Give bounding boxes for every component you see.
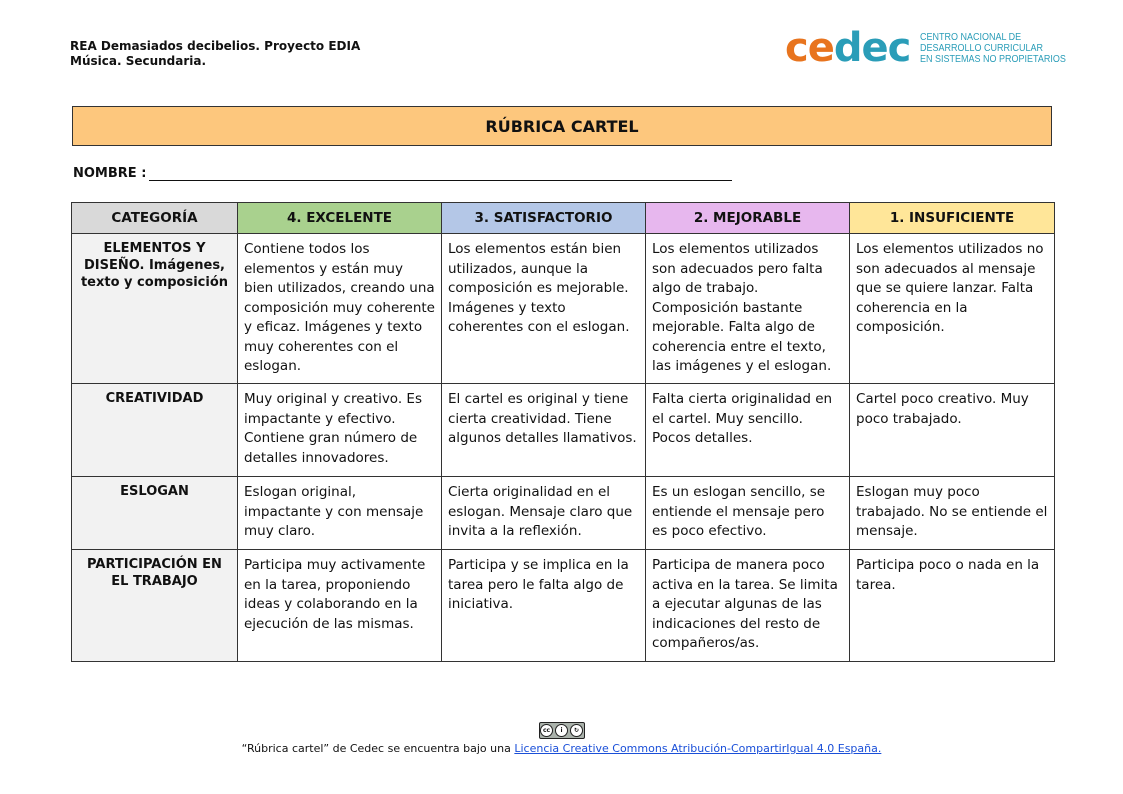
column-header-satisfactory: 3. SATISFACTORIO bbox=[442, 203, 646, 234]
rubric-table bbox=[71, 202, 1055, 662]
table-header-row bbox=[72, 203, 1055, 234]
table-cell: Falta cierta originalidad en el cartel. Muy sencillo. Pocos detalles. bbox=[646, 384, 850, 477]
table-cell: Participa muy activamente en la tarea, proponiendo ideas y colaborando en la ejecución de las mismas. bbox=[238, 550, 442, 662]
page-title: RÚBRICA CARTEL bbox=[72, 106, 1052, 146]
table-cell: Es un eslogan sencillo, se entiende el mensaje pero es poco efectivo. bbox=[646, 477, 850, 550]
table-cell: Los elementos utilizados son adecuados pero falta algo de trabajo. Composición bastante mejorable. Falta algo de coherencia entre el texto, las imágenes y el eslogan. bbox=[646, 234, 850, 384]
table-cell: Cartel poco creativo. Muy poco trabajado. bbox=[850, 384, 1055, 477]
header-project-line: REA Demasiados decibelios. Proyecto EDIA bbox=[70, 39, 361, 53]
table-cell: Participa y se implica en la tarea pero le falta algo de iniciativa. bbox=[442, 550, 646, 662]
table-cell: El cartel es original y tiene cierta creatividad. Tiene algunos detalles llamativos. bbox=[442, 384, 646, 477]
table-cell: Participa de manera poco activa en la tarea. Se limita a ejecutar algunas de las indicaciones del resto de compañeros/as. bbox=[646, 550, 850, 662]
logo-subtitle-line: CENTRO NACIONAL DE bbox=[920, 31, 1022, 43]
name-label: NOMBRE : bbox=[73, 166, 147, 181]
table-cell: Eslogan original, impactante y con mensaje muy claro. bbox=[238, 477, 442, 550]
category-cell: ESLOGAN bbox=[72, 477, 238, 550]
table-cell: Contiene todos los elementos y están muy bien utilizados, creando una composición muy coherente y eficaz. Imágenes y texto muy coherentes con el eslogan. bbox=[238, 234, 442, 384]
table-row bbox=[72, 384, 1055, 477]
name-write-line bbox=[149, 166, 732, 181]
table-cell: Participa poco o nada en la tarea. bbox=[850, 550, 1055, 662]
license-link[interactable]: Licencia Creative Commons Atribución-CompartirIgual 4.0 España. bbox=[514, 742, 882, 755]
header-subject-line: Música. Secundaria. bbox=[70, 54, 207, 68]
logo-wordmark bbox=[785, 26, 910, 70]
cedec-logo bbox=[785, 26, 1082, 70]
license-footer bbox=[0, 722, 1123, 755]
logo-subtitle bbox=[920, 32, 1066, 65]
document-header bbox=[70, 39, 360, 69]
column-header-improvable: 2. MEJORABLE bbox=[646, 203, 850, 234]
cc-by-sa-badge-icon[interactable] bbox=[539, 722, 585, 739]
category-cell: ELEMENTOS Y DISEÑO. Imágenes, texto y composición bbox=[72, 234, 238, 384]
category-cell: CREATIVIDAD bbox=[72, 384, 238, 477]
table-row bbox=[72, 550, 1055, 662]
column-header-excellent: 4. EXCELENTE bbox=[238, 203, 442, 234]
column-header-category: CATEGORÍA bbox=[72, 203, 238, 234]
category-cell: PARTICIPACIÓN EN EL TRABAJO bbox=[72, 550, 238, 662]
license-text: “Rúbrica cartel” de Cedec se encuentra bajo una bbox=[241, 742, 515, 755]
cc-icon: cc bbox=[540, 724, 553, 737]
logo-word-part1: ce bbox=[785, 25, 834, 71]
logo-word-part2: dec bbox=[833, 25, 911, 71]
name-field bbox=[73, 166, 732, 181]
column-header-insufficient: 1. INSUFICIENTE bbox=[850, 203, 1055, 234]
table-cell: Los elementos utilizados no son adecuados al mensaje que se quiere lanzar. Falta coherencia en la composición. bbox=[850, 234, 1055, 384]
table-cell: Cierta originalidad en el eslogan. Mensaje claro que invita a la reflexión. bbox=[442, 477, 646, 550]
logo-subtitle-line: DESARROLLO CURRICULAR bbox=[920, 42, 1044, 54]
sa-icon: ↻ bbox=[570, 724, 583, 737]
table-cell: Muy original y creativo. Es impactante y efectivo. Contiene gran número de detalles innovadores. bbox=[238, 384, 442, 477]
by-icon: i bbox=[555, 724, 568, 737]
table-row bbox=[72, 477, 1055, 550]
table-cell: Los elementos están bien utilizados, aunque la composición es mejorable. Imágenes y texto coherentes con el eslogan. bbox=[442, 234, 646, 384]
table-cell: Eslogan muy poco trabajado. No se entiende el mensaje. bbox=[850, 477, 1055, 550]
table-row bbox=[72, 234, 1055, 384]
logo-subtitle-line: EN SISTEMAS NO PROPIETARIOS bbox=[920, 53, 1067, 65]
